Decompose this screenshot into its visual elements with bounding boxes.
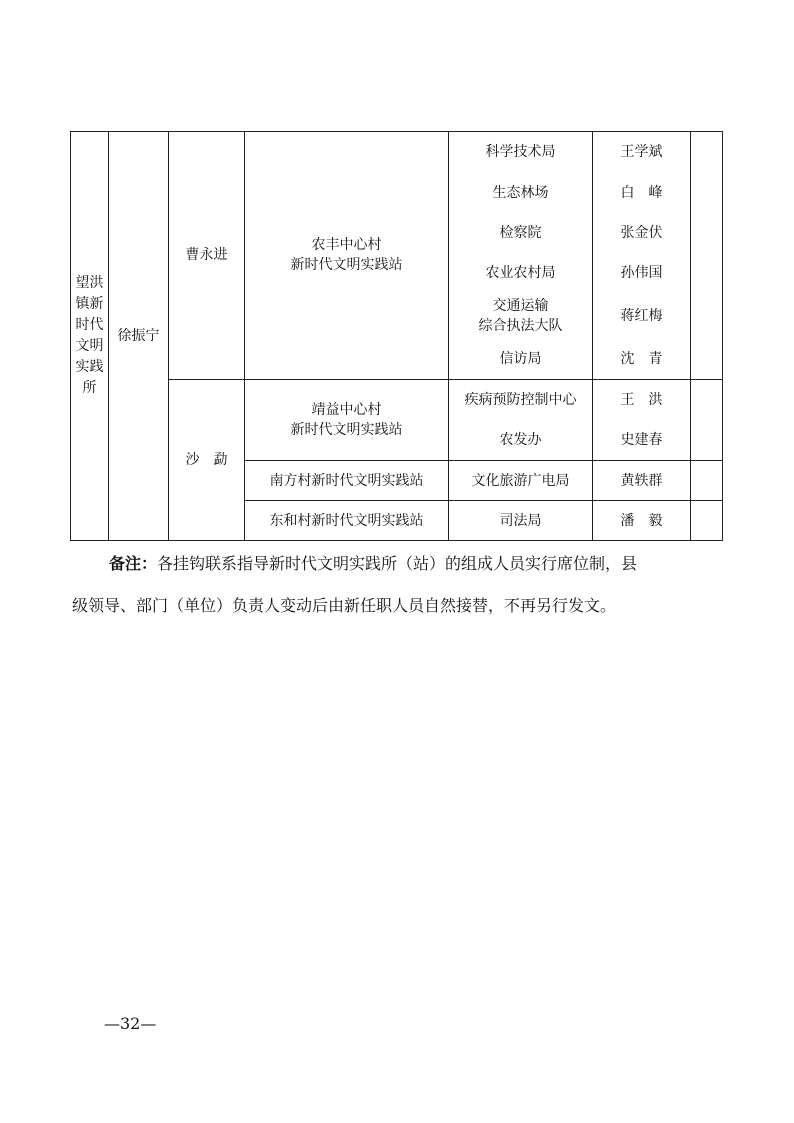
dept-cell: 交通运输 综合执法大队 [449, 293, 593, 339]
person-cell: 张金伏 [593, 213, 691, 253]
person-cell: 王学斌 [593, 132, 691, 173]
person-cell: 黄轶群 [593, 461, 691, 501]
blank-cell [691, 501, 723, 541]
station-cell: 东和村新时代文明实践站 [245, 501, 449, 541]
person-cell: 白 峰 [593, 173, 691, 213]
page-number: —32— [104, 1014, 157, 1033]
person-cell: 蒋红梅 [593, 293, 691, 339]
county-leader-cell: 徐振宁 [109, 132, 169, 541]
person-cell: 潘 毅 [593, 501, 691, 541]
person-cell: 沈 青 [593, 339, 691, 380]
station-label: 靖益中心村 新时代文明实践站 [290, 402, 403, 438]
person-cell: 史建春 [593, 420, 691, 461]
note-paragraph [72, 549, 724, 579]
note-text-line1: 各挂钩联系指导新时代文明实践所（站）的组成人员实行席位制，县 [157, 554, 638, 573]
blank-cell [691, 461, 723, 501]
note-continuation: 级领导、部门（单位）负责人变动后由新任职人员自然接替，不再另行发文。 [72, 596, 617, 615]
dept-cell: 信访局 [449, 339, 593, 380]
dept-cell: 科学技术局 [449, 132, 593, 173]
dept-cell: 司法局 [449, 501, 593, 541]
town-label: 望洪镇新时代文明实践所 [75, 275, 104, 396]
dept-cell: 农发办 [449, 420, 593, 461]
dept-cell: 检察院 [449, 213, 593, 253]
station-cell [245, 380, 449, 461]
dept-cell: 文化旅游广电局 [449, 461, 593, 501]
dept-cell: 疾病预防控制中心 [449, 380, 593, 420]
dept-cell: 农业农村局 [449, 253, 593, 293]
person-cell: 孙伟国 [593, 253, 691, 293]
station-cell [245, 132, 449, 380]
contact-cell: 曹永进 [169, 132, 245, 380]
assignment-table [70, 131, 723, 541]
town-cell [71, 132, 109, 541]
dept-cell: 生态林场 [449, 173, 593, 213]
station-cell: 南方村新时代文明实践站 [245, 461, 449, 501]
person-cell: 王 洪 [593, 380, 691, 420]
station-label: 农丰中心村 新时代文明实践站 [290, 237, 403, 273]
blank-cell [691, 380, 723, 461]
note-label: 备注： [109, 554, 158, 573]
blank-cell [691, 132, 723, 380]
contact-cell: 沙 勐 [169, 380, 245, 541]
